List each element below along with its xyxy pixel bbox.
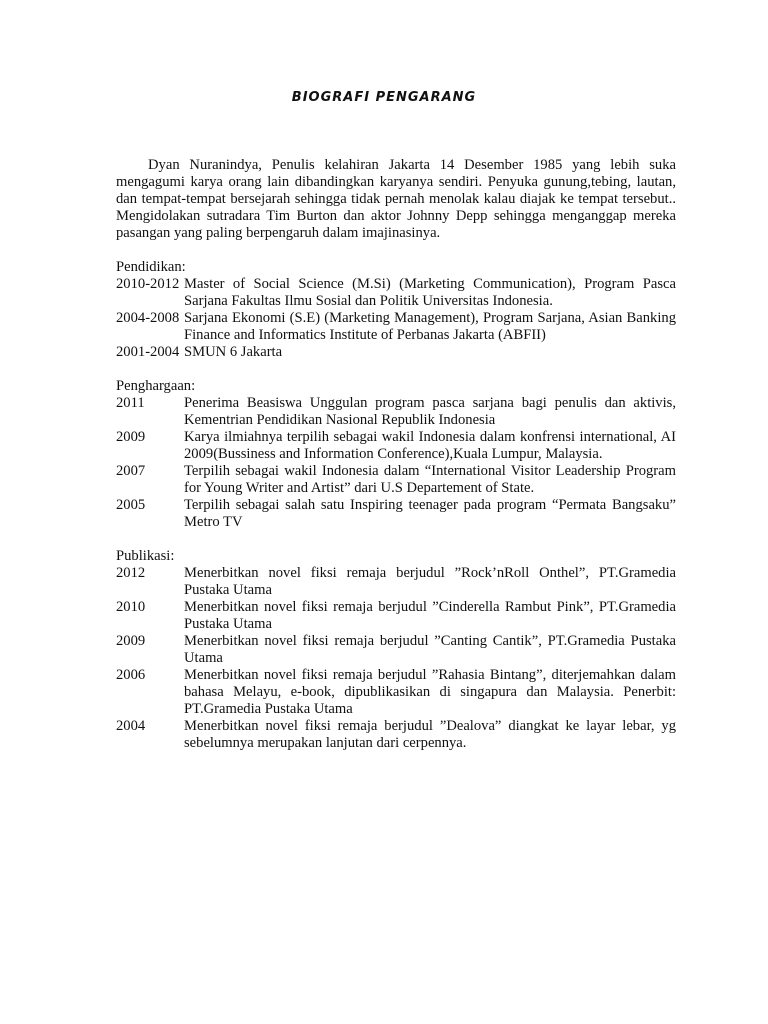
publikasi-entry-year: 2010 [116, 599, 146, 615]
penghargaan-entry-text: Terpilih sebagai wakil Indonesia dalam “International Visitor Leadership Program for Young Writer and Artist” dari U.S Departement of State. [184, 463, 676, 496]
section-penghargaan [116, 378, 676, 531]
publikasi-entry-text: Menerbitkan novel fiksi remaja berjudul ”Cinderella Rambut Pink”, PT.Gramedia Pustaka Utama [184, 599, 676, 632]
penghargaan-entry-year: 2007 [116, 463, 146, 479]
penghargaan-entry [116, 395, 676, 429]
publikasi-entry [116, 718, 676, 752]
entries-pendidikan [116, 276, 676, 361]
penghargaan-entry-year: 2005 [116, 497, 146, 513]
pendidikan-entry-text: Master of Social Science (M.Si) (Marketing Communication), Program Pasca Sarjana Fakultas Ilmu Sosial dan Politik Universitas Indonesia. [184, 276, 676, 309]
publikasi-entry-year: 2004 [116, 718, 146, 734]
penghargaan-entry-text: Karya ilmiahnya terpilih sebagai wakil Indonesia dalam konfrensi international, AI 2009(Bussiness and Information Conference),Kuala Lumpur, Malaysia. [184, 429, 676, 462]
publikasi-entry-text: Menerbitkan novel fiksi remaja berjudul ”Rock’nRoll Onthel”, PT.Gramedia Pustaka Utama [184, 565, 676, 598]
pendidikan-entry-year: 2004-2008 [116, 310, 180, 326]
publikasi-entry [116, 633, 676, 667]
penghargaan-entry [116, 429, 676, 463]
publikasi-entry-text: Menerbitkan novel fiksi remaja berjudul ”Dealova” diangkat ke layar lebar, yg sebelumnya merupakan lanjutan dari cerpennya. [184, 718, 676, 751]
document-body [116, 157, 676, 752]
penghargaan-entry [116, 497, 676, 531]
publikasi-entry-year: 2006 [116, 667, 146, 683]
pendidikan-entry [116, 276, 676, 310]
publikasi-entry [116, 599, 676, 633]
section-heading-penghargaan: Penghargaan: [116, 378, 196, 394]
pendidikan-entry-year: 2001-2004 [116, 344, 180, 360]
pendidikan-entry [116, 344, 676, 361]
penghargaan-entry-text: Penerima Beasiswa Unggulan program pasca sarjana bagi penulis dan aktivis, Kementrian Pendidikan Nasional Republik Indonesia [184, 395, 676, 428]
penghargaan-entry-year: 2011 [116, 395, 145, 411]
publikasi-entry-text: Menerbitkan novel fiksi remaja berjudul ”Canting Cantik”, PT.Gramedia Pustaka Utama [184, 633, 676, 666]
publikasi-entry-text: Menerbitkan novel fiksi remaja berjudul ”Rahasia Bintang”, diterjemahkan dalam bahasa Melayu, e-book, dipublikasikan di singapura dan Malaysia. Penerbit: PT.Gramedia Pustaka Utama [184, 667, 676, 717]
section-publikasi [116, 548, 676, 752]
page-title: BIOGRAFI PENGARANG [291, 90, 477, 105]
penghargaan-entry [116, 463, 676, 497]
penghargaan-entry-text: Terpilih sebagai salah satu Inspiring teenager pada program “Permata Bangsaku” Metro TV [184, 497, 676, 530]
entries-publikasi [116, 565, 676, 752]
intro-paragraph: Dyan Nuranindya, Penulis kelahiran Jakarta 14 Desember 1985 yang lebih suka mengagumi karya orang lain dibandingkan karyanya sendiri. Penyuka gunung,tebing, lautan, dan tempat-tempat bersejarah sehingga tidak pernah menolak kalau diajak ke tempat tersebut.. Mengidolakan sutradara Tim Burton dan aktor Johnny Depp sehingga menganggap mereka pasangan yang paling berpengaruh dalam imajinasinya. [116, 157, 676, 241]
section-heading-pendidikan: Pendidikan: [116, 259, 186, 275]
publikasi-entry-year: 2012 [116, 565, 146, 581]
publikasi-entry-year: 2009 [116, 633, 146, 649]
pendidikan-entry [116, 310, 676, 344]
publikasi-entry [116, 565, 676, 599]
pendidikan-entry-text: SMUN 6 Jakarta [184, 344, 283, 360]
publikasi-entry [116, 667, 676, 718]
pendidikan-entry-text: Sarjana Ekonomi (S.E) (Marketing Management), Program Sarjana, Asian Banking Finance and Informatics Institute of Perbanas Jakarta (ABFII) [184, 310, 676, 343]
section-heading-publikasi: Publikasi: [116, 548, 175, 564]
section-pendidikan [116, 259, 676, 361]
entries-penghargaan [116, 395, 676, 531]
pendidikan-entry-year: 2010-2012 [116, 276, 180, 292]
penghargaan-entry-year: 2009 [116, 429, 146, 445]
